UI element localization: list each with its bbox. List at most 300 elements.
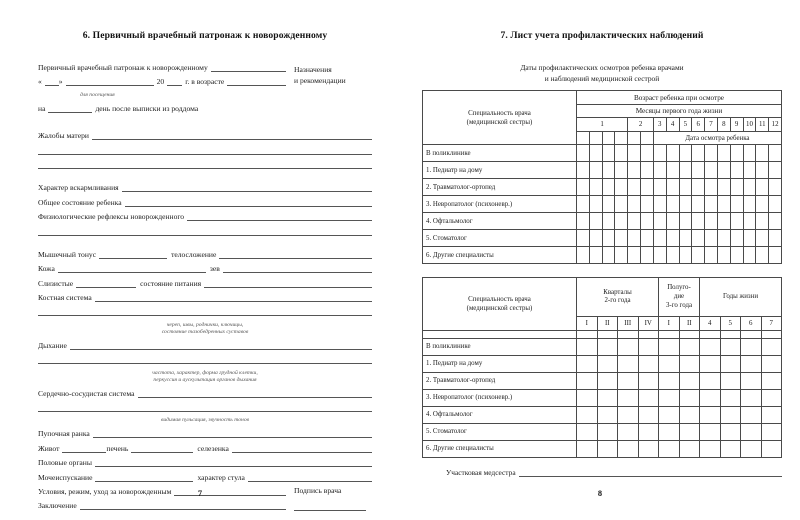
table1-month-5: 5: [679, 118, 692, 132]
table2-group-header-line: дие: [673, 292, 685, 300]
feeding-label: Характер вскармливания: [38, 183, 119, 193]
table1-entry-cell[interactable]: [577, 162, 590, 179]
reflexes-blank-2[interactable]: [38, 227, 372, 236]
mucous-row: [38, 279, 372, 288]
table2-entry-cell[interactable]: [761, 406, 782, 423]
table2-entry-cell[interactable]: [659, 389, 680, 406]
table2-entry-cell[interactable]: [761, 423, 782, 440]
table2-entry-cell[interactable]: [679, 389, 700, 406]
table1-entry-cell[interactable]: [730, 162, 743, 179]
table1-entry-cell[interactable]: [692, 230, 705, 247]
table1-entry-cell[interactable]: [589, 145, 602, 162]
page-title-left: 6. Первичный врачебный патронаж к новорожденному: [82, 30, 328, 41]
table1-entry-cell[interactable]: [730, 213, 743, 230]
table1-entry-cell[interactable]: [653, 145, 666, 162]
table2-entry-cell[interactable]: [618, 423, 639, 440]
table2-entry-cell[interactable]: [659, 440, 680, 457]
table1-month-12: 12: [769, 118, 782, 132]
table2-entry-cell[interactable]: [679, 440, 700, 457]
table1-entry-cell[interactable]: [653, 162, 666, 179]
table1-entry-cell[interactable]: [589, 247, 602, 264]
table1-entry-cell[interactable]: [717, 179, 730, 196]
table1-months-header: Месяцы первого года жизни: [577, 104, 782, 118]
table2-entry-cell[interactable]: [638, 406, 659, 423]
table2-entry-cell[interactable]: [618, 406, 639, 423]
bone-system-label: Костная система: [38, 293, 92, 303]
intro-line-1-blank[interactable]: [211, 63, 286, 72]
table2-entry-cell[interactable]: [761, 355, 782, 372]
table2-entry-cell[interactable]: [761, 440, 782, 457]
table2-entry-cell[interactable]: [638, 389, 659, 406]
complaints-blank-2[interactable]: [38, 146, 372, 155]
table1-entry-cell[interactable]: [717, 213, 730, 230]
table1-entry-cell[interactable]: [717, 247, 730, 264]
table1-entry-cell[interactable]: [743, 162, 756, 179]
table1-entry-cell[interactable]: [666, 145, 679, 162]
table1-entry-cell[interactable]: [602, 247, 615, 264]
table2-row-label: 4. Офтальмолог: [423, 406, 577, 423]
table2-spacer-cell[interactable]: [577, 330, 598, 338]
table1-row-label: 6. Другие специалисты: [423, 247, 577, 264]
table-row: [423, 440, 782, 457]
table2-entry-cell[interactable]: [720, 440, 741, 457]
table1-entry-cell[interactable]: [666, 247, 679, 264]
table1-caption: [422, 63, 782, 84]
table1-entry-cell[interactable]: [717, 196, 730, 213]
table1-entry-cell[interactable]: [692, 179, 705, 196]
table1-entry-cell[interactable]: [577, 213, 590, 230]
table2-spacer-cell[interactable]: [679, 330, 700, 338]
table2-entry-cell[interactable]: [597, 355, 618, 372]
table2-entry-cell[interactable]: [597, 423, 618, 440]
table1-entry-cell[interactable]: [756, 247, 769, 264]
month-blank[interactable]: [66, 77, 154, 86]
table2-entry-cell[interactable]: [577, 389, 598, 406]
abdomen-blank[interactable]: [62, 444, 106, 453]
table-row: [423, 389, 782, 406]
table1-entry-cell[interactable]: [615, 230, 628, 247]
table1-entry-cell[interactable]: [705, 179, 718, 196]
table1-entry-cell[interactable]: [705, 247, 718, 264]
table1-entry-cell[interactable]: [628, 145, 641, 162]
table2-specialty-header-line-1: Специальность врача: [468, 295, 531, 303]
table1-entry-cell[interactable]: [602, 230, 615, 247]
table2-entry-cell[interactable]: [679, 423, 700, 440]
table1-entry-cell[interactable]: [641, 213, 654, 230]
table2-spacer-cell[interactable]: [761, 330, 782, 338]
table1-entry-cell[interactable]: [628, 247, 641, 264]
table1-entry-cell[interactable]: [769, 162, 782, 179]
table1-entry-cell[interactable]: [615, 145, 628, 162]
skin-blank[interactable]: [58, 264, 206, 273]
table1-entry-cell[interactable]: [602, 145, 615, 162]
table2-spacer-cell[interactable]: [618, 330, 639, 338]
age-blank[interactable]: [227, 77, 286, 86]
table2-spacer-cell[interactable]: [597, 330, 618, 338]
table1-entry-cell[interactable]: [756, 179, 769, 196]
table1-entry-cell[interactable]: [679, 179, 692, 196]
table1-entry-cell[interactable]: [717, 162, 730, 179]
complaints-blank[interactable]: [92, 131, 372, 140]
general-condition-blank[interactable]: [125, 198, 372, 207]
table2-entry-cell[interactable]: [741, 389, 762, 406]
table2-entry-cell[interactable]: [741, 406, 762, 423]
liver-label: печень: [106, 443, 129, 453]
build-blank[interactable]: [219, 250, 372, 259]
table2-entry-cell[interactable]: [659, 338, 680, 355]
table2-subgroup-header: 4: [700, 317, 721, 331]
table1-entry-cell[interactable]: [743, 213, 756, 230]
table2-entry-cell[interactable]: [679, 338, 700, 355]
table2-entry-cell[interactable]: [679, 372, 700, 389]
table2-spacer-cell[interactable]: [700, 330, 721, 338]
table1-entry-cell[interactable]: [743, 230, 756, 247]
table2-entry-cell[interactable]: [638, 338, 659, 355]
complaints-label: Жалобы матери: [38, 131, 89, 141]
table2-spacer-cell[interactable]: [720, 330, 741, 338]
table2-subgroup-header: 7: [761, 317, 782, 331]
table2-entry-cell[interactable]: [577, 423, 598, 440]
table1-entry-cell[interactable]: [705, 196, 718, 213]
table1-entry-cell[interactable]: [653, 247, 666, 264]
table1-entry-cell[interactable]: [615, 247, 628, 264]
table1-entry-cell[interactable]: [679, 145, 692, 162]
table2-spacer-row: [423, 330, 782, 338]
table2-entry-cell[interactable]: [720, 406, 741, 423]
table1-entry-cell[interactable]: [756, 145, 769, 162]
table1-entry-cell[interactable]: [577, 145, 590, 162]
table2-entry-cell[interactable]: [741, 423, 762, 440]
table1-entry-cell[interactable]: [628, 230, 641, 247]
table-row: [423, 145, 782, 162]
table1-entry-cell[interactable]: [679, 247, 692, 264]
table2-spacer-cell[interactable]: [659, 330, 680, 338]
table1-month-8: 8: [717, 118, 730, 132]
table1-entry-cell[interactable]: [615, 162, 628, 179]
table2-entry-cell[interactable]: [720, 372, 741, 389]
table1-entry-cell[interactable]: [769, 230, 782, 247]
mucous-blank[interactable]: [76, 279, 136, 288]
table2-entry-cell[interactable]: [741, 440, 762, 457]
table1-entry-cell[interactable]: [730, 196, 743, 213]
table1-entry-cell[interactable]: [756, 162, 769, 179]
bone-system-blank-2[interactable]: [38, 307, 372, 316]
table1-entry-cell[interactable]: [743, 179, 756, 196]
table1-row-label: 4. Офтальмолог: [423, 213, 577, 230]
table-row: [423, 372, 782, 389]
table2-entry-cell[interactable]: [679, 355, 700, 372]
table1-entry-cell[interactable]: [705, 213, 718, 230]
bone-system-blank[interactable]: [95, 293, 372, 302]
table1-entry-cell[interactable]: [769, 213, 782, 230]
table2-group-header-line: Годы жизни: [722, 292, 759, 300]
table1-entry-cell[interactable]: [666, 162, 679, 179]
table1-entry-cell[interactable]: [743, 196, 756, 213]
table1-age-header: Возраст ребенка при осмотре: [577, 91, 782, 105]
table1-entry-cell[interactable]: [577, 179, 590, 196]
table1-entry-cell[interactable]: [756, 196, 769, 213]
table2-spacer-cell[interactable]: [741, 330, 762, 338]
table1-month-10: 10: [743, 118, 756, 132]
table-row: [423, 355, 782, 372]
table1-entry-cell[interactable]: [666, 196, 679, 213]
table1-row-label: 3. Невропатолог (психоневр.): [423, 196, 577, 213]
table2-head: [423, 278, 782, 331]
genitals-blank[interactable]: [95, 458, 372, 467]
table1-entry-cell[interactable]: [641, 196, 654, 213]
table1-entry-cell[interactable]: [717, 145, 730, 162]
table2-entry-cell[interactable]: [700, 372, 721, 389]
table-row: [423, 406, 782, 423]
table2-group-row: [423, 278, 782, 317]
table2-entry-cell[interactable]: [577, 338, 598, 355]
table1-entry-cell[interactable]: [628, 179, 641, 196]
table1-entry-cell[interactable]: [679, 213, 692, 230]
doctor-signature-blank[interactable]: [294, 500, 366, 511]
table2-entry-cell[interactable]: [618, 355, 639, 372]
table1-entry-cell[interactable]: [692, 162, 705, 179]
urination-blank[interactable]: [95, 473, 193, 482]
table1-entry-cell[interactable]: [705, 162, 718, 179]
table2-entry-cell[interactable]: [720, 389, 741, 406]
table1-entry-cell[interactable]: [692, 145, 705, 162]
table2-entry-cell[interactable]: [638, 372, 659, 389]
breathing-note-1: частота, характер, форма грудной клетки,: [152, 369, 258, 376]
table1-entry-cell[interactable]: [717, 230, 730, 247]
table1-entry-cell[interactable]: [641, 179, 654, 196]
liver-blank[interactable]: [131, 444, 193, 453]
umbilical-blank[interactable]: [93, 429, 372, 438]
cardiovascular-blank[interactable]: [138, 389, 372, 398]
table1-entry-cell[interactable]: [589, 230, 602, 247]
table1-entry-cell[interactable]: [641, 162, 654, 179]
table2-entry-cell[interactable]: [577, 372, 598, 389]
genitals-row: [38, 458, 372, 467]
table1-exam-date-spacer: [641, 131, 654, 145]
cardiovascular-row-2: [38, 403, 372, 412]
throat-label: зев: [209, 264, 220, 274]
stool-blank[interactable]: [248, 473, 372, 482]
table2-entry-cell[interactable]: [700, 406, 721, 423]
table2-entry-cell[interactable]: [659, 423, 680, 440]
intro-block: [38, 63, 372, 118]
table1-entry-cell[interactable]: [769, 196, 782, 213]
table1-entry-cell[interactable]: [666, 230, 679, 247]
table2-entry-cell[interactable]: [761, 338, 782, 355]
table1-entry-cell[interactable]: [705, 230, 718, 247]
cardiovascular-blank-2[interactable]: [38, 403, 372, 412]
table2-spacer-cell[interactable]: [638, 330, 659, 338]
table1-entry-cell[interactable]: [653, 179, 666, 196]
table2-entry-cell[interactable]: [597, 372, 618, 389]
table1-entry-cell[interactable]: [743, 247, 756, 264]
table2-entry-cell[interactable]: [761, 372, 782, 389]
day-blank[interactable]: [45, 77, 59, 86]
table1-entry-cell[interactable]: [641, 247, 654, 264]
table2-entry-cell[interactable]: [597, 406, 618, 423]
table2-entry-cell[interactable]: [577, 440, 598, 457]
table1-specialty-header-line-2: (медицинской сестры): [466, 118, 533, 126]
table1-entry-cell[interactable]: [705, 145, 718, 162]
table2-entry-cell[interactable]: [720, 338, 741, 355]
age-label: г. в возрасте: [185, 77, 225, 87]
table2-group-header-line: 3-го года: [665, 301, 693, 309]
table2-entry-cell[interactable]: [761, 389, 782, 406]
table1-entry-cell[interactable]: [602, 162, 615, 179]
table2-entry-cell[interactable]: [597, 389, 618, 406]
page-number-left: 7: [197, 489, 203, 498]
district-nurse-row: [422, 468, 782, 477]
table1-exam-date-header: Дата осмотра ребенка: [653, 131, 781, 145]
table1-specialty-header: [423, 91, 577, 145]
table1-entry-cell[interactable]: [615, 179, 628, 196]
table2-entry-cell[interactable]: [577, 406, 598, 423]
table2-entry-cell[interactable]: [720, 355, 741, 372]
table2-entry-cell[interactable]: [618, 338, 639, 355]
muscle-tone-blank[interactable]: [99, 250, 167, 259]
table2-entry-cell[interactable]: [679, 406, 700, 423]
table1-entry-cell[interactable]: [692, 213, 705, 230]
feeding-blank[interactable]: [122, 183, 372, 192]
table1-entry-cell[interactable]: [628, 213, 641, 230]
table1-entry-cell[interactable]: [615, 213, 628, 230]
table1-entry-cell[interactable]: [577, 247, 590, 264]
table2-entry-cell[interactable]: [638, 423, 659, 440]
table2-entry-cell[interactable]: [741, 372, 762, 389]
complaints-blank-3[interactable]: [38, 160, 372, 169]
table1-month-9: 9: [730, 118, 743, 132]
year-blank[interactable]: [167, 77, 182, 86]
discharge-day-blank[interactable]: [48, 104, 92, 113]
table2-subgroup-header: II: [679, 317, 700, 331]
table2-entry-cell[interactable]: [741, 338, 762, 355]
table1-entry-cell[interactable]: [589, 213, 602, 230]
table1-entry-cell[interactable]: [769, 145, 782, 162]
table1-entry-cell[interactable]: [666, 213, 679, 230]
table1-entry-cell[interactable]: [589, 196, 602, 213]
table2-entry-cell[interactable]: [577, 355, 598, 372]
table2-entry-cell[interactable]: [700, 423, 721, 440]
table2-entry-cell[interactable]: [700, 440, 721, 457]
table1-entry-cell[interactable]: [602, 196, 615, 213]
table1-entry-cell[interactable]: [679, 230, 692, 247]
table1-entry-cell[interactable]: [756, 213, 769, 230]
table1-entry-cell[interactable]: [679, 196, 692, 213]
prescriptions-line-2: и рекомендации: [294, 76, 346, 86]
build-label: телосложение: [171, 249, 217, 259]
table1-entry-cell[interactable]: [730, 179, 743, 196]
table1-entry-cell[interactable]: [628, 196, 641, 213]
table2-entry-cell[interactable]: [638, 355, 659, 372]
intro-line-1-label: Первичный врачебный патронаж к новорожденному: [38, 63, 208, 73]
table1-row-label: 1. Педиатр на дому: [423, 162, 577, 179]
district-nurse-blank[interactable]: [519, 468, 782, 477]
table2-entry-cell[interactable]: [618, 440, 639, 457]
table1-entry-cell[interactable]: [743, 145, 756, 162]
table2-entry-cell[interactable]: [618, 372, 639, 389]
breathing-blank-2[interactable]: [38, 355, 372, 364]
reflexes-label: Физиологические рефлексы новорожденного: [38, 212, 185, 222]
cardiovascular-label: Сердечно-сосудистая система: [38, 388, 135, 398]
table2-entry-cell[interactable]: [700, 389, 721, 406]
year-prefix: 20: [156, 77, 165, 87]
quote-close: »: [58, 77, 63, 87]
table1-entry-cell[interactable]: [730, 145, 743, 162]
table2-entry-cell[interactable]: [741, 355, 762, 372]
table1-entry-cell[interactable]: [769, 247, 782, 264]
table1-entry-cell[interactable]: [628, 162, 641, 179]
care-label: Условия, режим, уход за новорожденным: [38, 486, 172, 496]
table1-entry-cell[interactable]: [730, 230, 743, 247]
nutrition-blank[interactable]: [204, 279, 372, 288]
breathing-note-2: перкуссия и аускультация органов дыхания: [153, 376, 257, 383]
conclusion-blank[interactable]: [80, 501, 286, 510]
table1-entry-cell[interactable]: [577, 196, 590, 213]
feeding-row: [38, 183, 372, 192]
table2-entry-cell[interactable]: [659, 406, 680, 423]
table2-entry-cell[interactable]: [638, 440, 659, 457]
muscle-tone-label: Мышечный тонус: [38, 249, 97, 259]
table1-entry-cell[interactable]: [730, 247, 743, 264]
table2-entry-cell[interactable]: [700, 338, 721, 355]
table2-entry-cell[interactable]: [618, 389, 639, 406]
table1-head-row-1: [423, 91, 782, 105]
table1-entry-cell[interactable]: [679, 162, 692, 179]
table1-entry-cell[interactable]: [589, 179, 602, 196]
table1-entry-cell[interactable]: [641, 145, 654, 162]
table1-entry-cell[interactable]: [602, 213, 615, 230]
table-row: [423, 196, 782, 213]
table1-entry-cell[interactable]: [653, 213, 666, 230]
table2-entry-cell[interactable]: [659, 372, 680, 389]
table2-subgroup-header: I: [659, 317, 680, 331]
table2-entry-cell[interactable]: [597, 338, 618, 355]
table2-entry-cell[interactable]: [720, 423, 741, 440]
breathing-blank[interactable]: [70, 341, 372, 350]
table1-entry-cell[interactable]: [641, 230, 654, 247]
table2-entry-cell[interactable]: [659, 355, 680, 372]
table1-entry-cell[interactable]: [589, 162, 602, 179]
page-number-right: 8: [597, 489, 603, 498]
table2-entry-cell[interactable]: [597, 440, 618, 457]
abdomen-label: Живот: [38, 443, 60, 453]
table2-entry-cell[interactable]: [700, 355, 721, 372]
table-row: [423, 338, 782, 355]
table1-entry-cell[interactable]: [602, 179, 615, 196]
reflexes-blank[interactable]: [187, 212, 372, 221]
genitals-label: Половые органы: [38, 458, 92, 468]
table2-row-label: 6. Другие специалисты: [423, 440, 577, 457]
table1-entry-cell[interactable]: [692, 196, 705, 213]
table1-entry-cell[interactable]: [615, 196, 628, 213]
table2-specialty-header: [423, 278, 577, 331]
spleen-blank[interactable]: [232, 444, 372, 453]
table1-entry-cell[interactable]: [666, 179, 679, 196]
table1-entry-cell[interactable]: [769, 179, 782, 196]
table2-group-header: [577, 278, 659, 317]
table1-entry-cell[interactable]: [577, 230, 590, 247]
table1-entry-cell[interactable]: [653, 230, 666, 247]
table1-entry-cell[interactable]: [653, 196, 666, 213]
table2-row-label: 2. Травматолог-ортопед: [423, 372, 577, 389]
table1-month-2: 2: [628, 118, 654, 132]
table-row: [423, 247, 782, 264]
visit-note: для посещения: [80, 91, 115, 98]
table2-row-label: 1. Педиатр на дому: [423, 355, 577, 372]
throat-blank[interactable]: [223, 264, 372, 273]
table1-entry-cell[interactable]: [756, 230, 769, 247]
table1-entry-cell[interactable]: [692, 247, 705, 264]
